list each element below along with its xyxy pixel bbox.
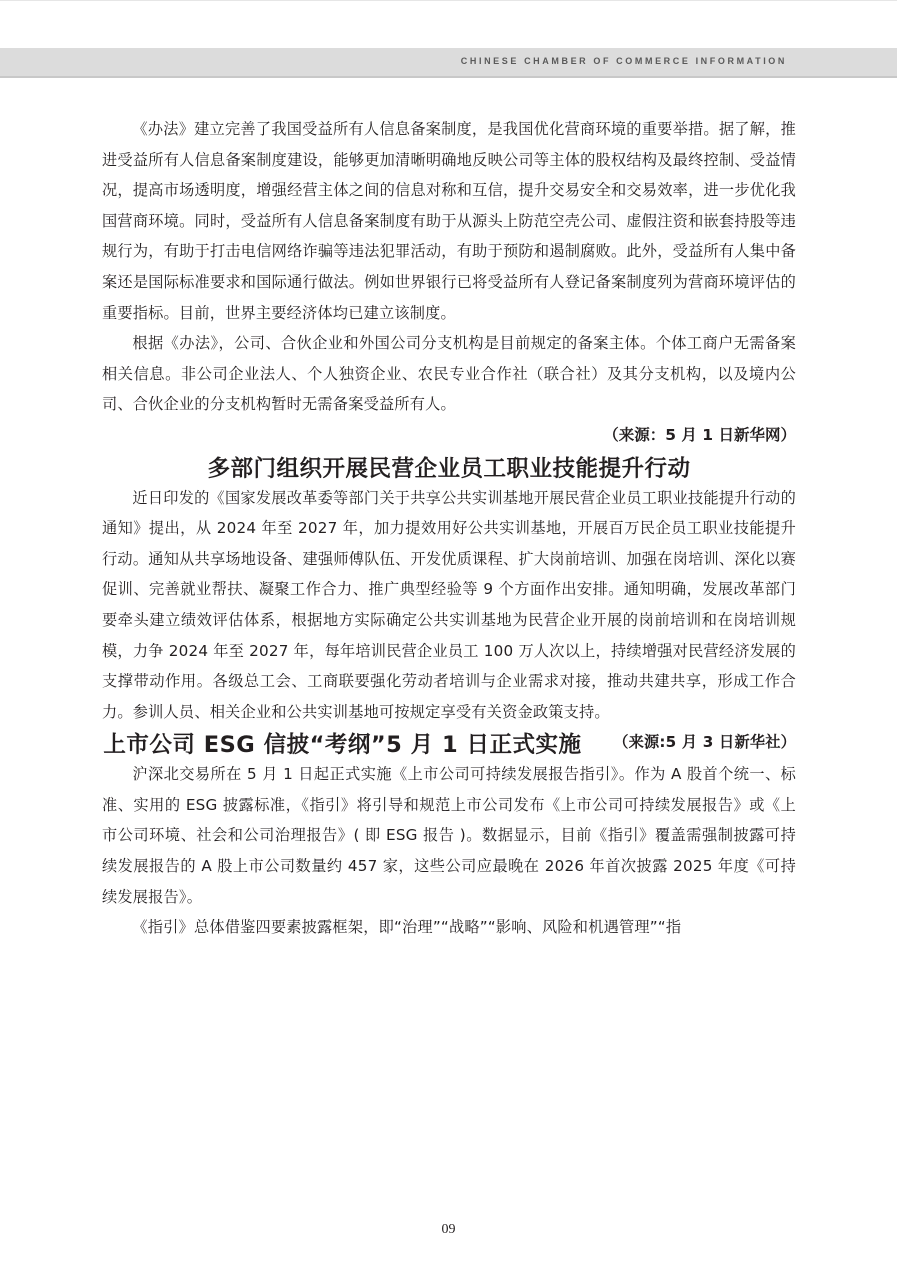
- section-esg-disclosure: [102, 727, 796, 943]
- paragraph: 根据《办法》，公司、合伙企业和外国公司分支机构是目前规定的备案主体。个体工商户无需备案相关信息。非公司企业法人、个人独资企业、农民专业合作社（联合社）及其分支机构，以及境内公司、合伙企业的分支机构暂时无需备案受益所有人。: [102, 334, 796, 414]
- paragraph-text: 近日印发的《国家发展改革委等部门关于共享公共实训基地开展民营企业员工职业技能提升行动的通知》提出，从 2024 年至 2027 年，加力提效用好公共实训基地，开展百万民企员工职业技能提升行动。通知从共享场地设备、建强师傅队伍、开发优质课程、扩大岗前培训、加强在岗培训、深化以赛促训、完善就业帮扶、凝聚工作合力、推广典型经验等 9 个方面作出安排。通知明确，发展改革部门要牵头建立绩效评估体系，根据地方实际确定公共实训基地为民营企业开展的岗前培训和在岗培训规模，力争 2024 年至 2027 年，每年培训民营企业员工 100 万人次以上，持续增强对民营经济发展的支撑带动作用。各级总工会、工商联要强化劳动者培训与企业需求对接，推动共建共享，形成工作合力。参训人员、相关企业和公共实训基地可按规定享受有关资金政策支持。: [102, 488, 796, 721]
- paragraph: 《办法》建立完善了我国受益所有人信息备案制度，是我国优化营商环境的重要举措。据了解，推进受益所有人信息备案制度建设，能够更加清晰明确地反映公司等主体的股权结构及最终控制、受益情况，提高市场透明度，增强经营主体之间的信息对称和互信，提升交易安全和交易效率，进一步优化我国营商环境。同时，受益所有人信息备案制度有助于从源头上防范空壳公司、虚假注资和嵌套持股等违规行为，有助于打击电信网络诈骗等违法犯罪活动，有助于预防和遏制腐败。此外，受益所有人集中备案还是国际标准要求和国际通行做法。例如世界银行已将受益所有人登记备案制度列为营商环境评估的重要指标。目前，世界主要经济体均已建立该制度。: [102, 120, 796, 322]
- paragraph: 沪深北交易所在 5 月 1 日起正式实施《上市公司可持续发展报告指引》。作为 A 股首个统一、标准、实用的 ESG 披露标准，《指引》将引导和规范上市公司发布《上市公司可持续发展报告》或《上市公司环境、社会和公司治理报告》( 即 ESG 报告 )。数据显示，目前《指引》覆盖需强制披露可持续发展报告的 A 股上市公司数量约 457 家，这些公司应最晚在 2026 年首次披露 2025 年度《可持续发展报告》。: [102, 765, 796, 906]
- top-rule: [0, 0, 897, 1]
- source-note: （来源:5 月 3 日新华社）: [613, 733, 796, 752]
- section-title: 上市公司 ESG 信披“考纲”5 月 1 日正式实施: [103, 732, 582, 759]
- source-note: （来源：5 月 1 日新华网）: [603, 425, 796, 444]
- section-beneficial-owner: [102, 114, 796, 451]
- header-band: [0, 48, 897, 78]
- section-title: 多部门组织开展民营企业员工职业技能提升行动: [207, 455, 691, 482]
- paragraph: 《指引》总体借鉴四要素披露框架，即“治理”“战略”“影响、风险和机遇管理”“指: [132, 918, 682, 937]
- header-title: CHINESE CHAMBER OF COMMERCE INFORMATION: [460, 56, 787, 66]
- article-content: [102, 114, 796, 943]
- page-number: 09: [441, 1222, 456, 1237]
